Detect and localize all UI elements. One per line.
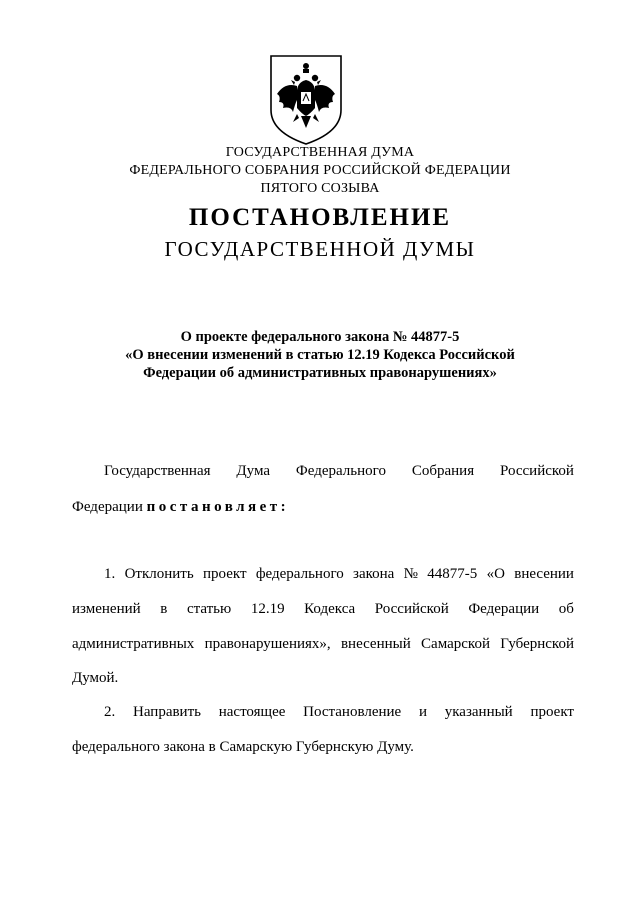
preamble-line-2 (72, 499, 289, 516)
preamble-line-1 (104, 463, 574, 480)
word: Российской (374, 601, 449, 617)
word: Федерального (295, 463, 386, 479)
item-2-line-2: федерального закона в Самарскую Губернскую Думу. (72, 739, 414, 755)
header-line-duma: ГОСУДАРСТВЕННАЯ ДУМА (225, 145, 415, 160)
word: «О (486, 566, 505, 582)
word: закона (353, 566, 395, 582)
word: Федерации (468, 601, 540, 617)
word: указанный (444, 704, 513, 720)
word: внесенный (340, 636, 411, 652)
word: Собрания (411, 463, 475, 479)
header-line-assembly: ФЕДЕРАЛЬНОГО СОБРАНИЯ РОССИЙСКОЙ ФЕДЕРАЦИИ (129, 163, 511, 178)
item-2-line-1 (104, 704, 574, 721)
word: Губернской (500, 636, 574, 652)
state-emblem-icon (267, 52, 345, 148)
item-1-line-1 (104, 566, 574, 583)
word: Постановление (303, 704, 402, 720)
word: и (418, 704, 427, 720)
word: Направить (133, 704, 201, 720)
word: внесении (514, 566, 574, 582)
word: Государственная (104, 463, 211, 479)
subject-line-1: О проекте федерального закона № 44877-5 (180, 329, 460, 345)
word: Федерации (72, 499, 143, 515)
word: изменений (72, 601, 141, 617)
word: Российской (500, 463, 574, 479)
item-1-line-3 (72, 636, 574, 653)
word: Дума (236, 463, 271, 479)
document-subtitle: ГОСУДАРСТВЕННОЙ ДУМЫ (164, 237, 476, 261)
word: об (558, 601, 574, 617)
word: 44877-5 (427, 566, 478, 582)
word: в (160, 601, 168, 617)
word: Отклонить (124, 566, 194, 582)
item-1-line-2 (72, 601, 574, 618)
word: 2. (104, 704, 116, 720)
subject-line-2: «О внесении изменений в статью 12.19 Кодекса Российской (125, 347, 515, 363)
verb-decrees: постановляет: (146, 499, 290, 515)
word: правонарушениях», (204, 636, 331, 652)
word: проект (530, 704, 574, 720)
word: настоящее (218, 704, 286, 720)
subject-line-3: Федерации об административных правонарушениях» (143, 365, 497, 381)
word: Самарской (421, 636, 490, 652)
word: № (403, 566, 418, 582)
word: 1. (104, 566, 116, 582)
word: проект (203, 566, 247, 582)
item-1-line-4: Думой. (72, 670, 119, 686)
word: федерального (255, 566, 344, 582)
document-title: ПОСТАНОВЛЕНИЕ (188, 204, 452, 231)
word: административных (72, 636, 195, 652)
word: Кодекса (304, 601, 356, 617)
word: статью (186, 601, 232, 617)
word: 12.19 (250, 601, 285, 617)
header-line-convocation: ПЯТОГО СОЗЫВА (260, 181, 380, 196)
